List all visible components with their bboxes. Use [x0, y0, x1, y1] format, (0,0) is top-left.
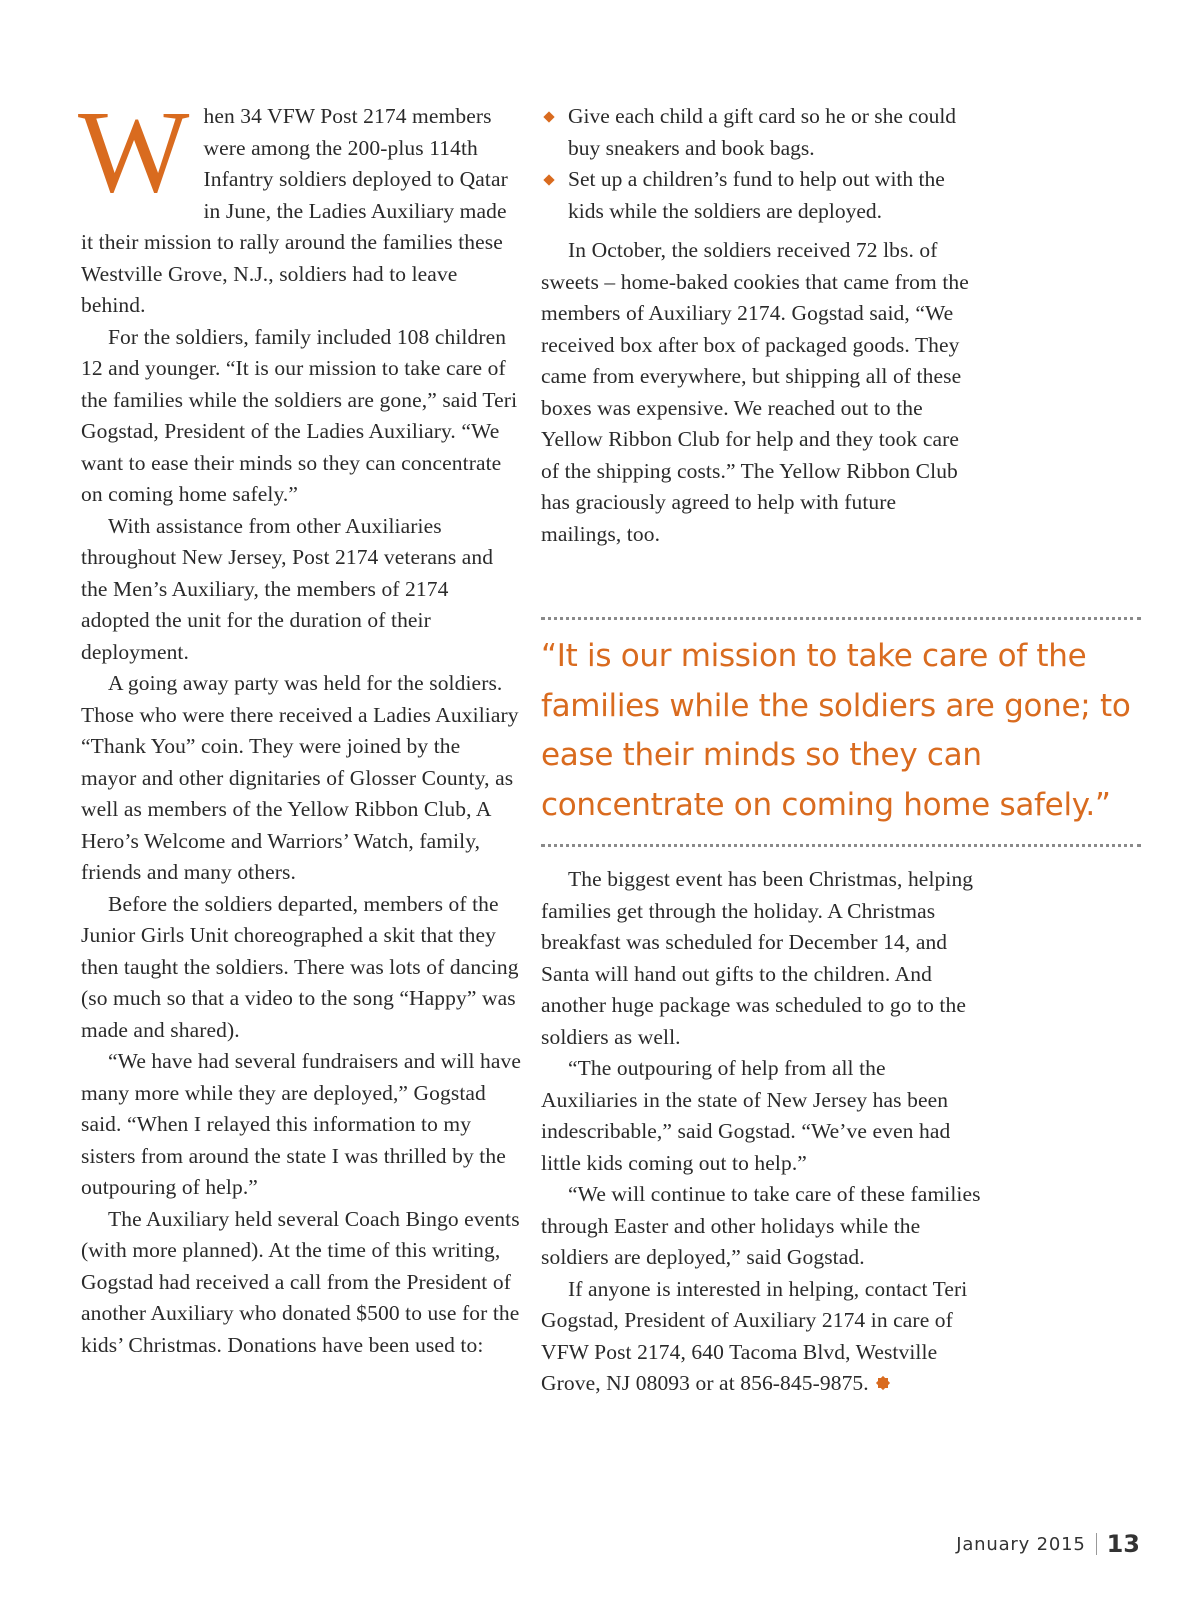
article-paragraph: “We will continue to take care of these families through Easter and other holidays while the soldiers are deployed,” said Gogstad.: [541, 1182, 981, 1269]
drop-cap: W: [78, 86, 190, 217]
page-number: 13: [1106, 1530, 1140, 1558]
article-paragraph: “The outpouring of help from all the Auxiliaries in the state of New Jersey has been indescribable,” said Gogstad. “We’ve even had little kids coming out to help.”: [541, 1056, 951, 1175]
diamond-bullet-icon: [543, 174, 554, 185]
article-paragraph: [78, 86, 521, 322]
article-paragraph: A going away party was held for the soldiers. Those who were there received a Ladies Auxiliary “Thank You” coin. They were joined by the mayor and other dignitaries of Glosser County, as well as members of the Yellow Ribbon Club, A Hero’s Welcome and Warriors’ Watch, family, friends and many others.: [81, 671, 519, 884]
pull-quote: [541, 617, 1141, 847]
list-item: [541, 101, 981, 164]
list-item-text: Give each child a gift card so he or she could buy sneakers and book bags.: [568, 104, 957, 160]
left-column: [78, 86, 521, 1361]
article-paragraph: In October, the soldiers received 72 lbs. of sweets – home-baked cookies that came from the members of Auxiliary 2174. Gogstad said, “We received box after box of packaged goods. They came from everywhere, but shipping all of these boxes was expensive. We reached out to the Yellow Ribbon Club for help and they took care of the shipping costs.” The Yellow Ribbon Club has graciously agreed to help with future mailings, too.: [541, 238, 969, 546]
issue-date: January 2015: [956, 1533, 1086, 1555]
donation-list: [541, 101, 981, 227]
paragraph-text: If anyone is interested in helping, contact Teri Gogstad, President of Auxiliary 2174 in care of VFW Post 2174, 640 Tacoma Blvd, Westville Grove, NJ 08093 or at 856-845-9875.: [541, 1276, 968, 1395]
article-paragraph: The Auxiliary held several Coach Bingo events (with more planned). At the time of this writing, Gogstad had received a call from the President of another Auxiliary who donated $500 to use for the kids’ Christmas. Donations have been used to:: [81, 1206, 520, 1357]
pull-quote-text: “It is our mission to take care of the families while the soldiers are gone; to ease their minds so they can concentrate on coming home safely.”: [541, 638, 1131, 823]
article-paragraph: The biggest event has been Christmas, helping families get through the holiday. A Christmas breakfast was scheduled for December 14, and Santa will hand out gifts to the children. And another huge package was scheduled to go to the soldiers as well.: [541, 867, 974, 1049]
article-paragraph: For the soldiers, family included 108 children 12 and younger. “It is our mission to take care of the families while the soldiers are gone,” said Teri Gogstad, President of the Ladies Auxiliary. “We want to ease their minds so they can concentrate on coming home safely.”: [81, 324, 518, 506]
list-item: [541, 164, 981, 227]
article-paragraph: With assistance from other Auxiliaries throughout New Jersey, Post 2174 veterans and the Men’s Auxiliary, the members of 2174 adopted the unit for the duration of their deployment.: [81, 513, 494, 664]
diamond-bullet-icon: [543, 111, 554, 122]
article-paragraph: Before the soldiers departed, members of the Junior Girls Unit choreographed a skit that they then taught the soldiers. There was lots of dancing (so much so that a video to the song “Happy” was made and shared).: [81, 891, 519, 1042]
page-footer: [956, 1530, 1140, 1558]
article-paragraph: [541, 1274, 981, 1400]
right-column-lower: [541, 864, 981, 1400]
right-column: [541, 101, 981, 550]
paragraph-text: hen 34 VFW Post 2174 members were among the 200-plus 114th Infantry soldiers deployed to Qatar in June, the Ladies Auxiliary made it their mission to rally around the families these Westville Grove, N.J., soldiers had to leave behind.: [81, 104, 508, 317]
article-paragraph: “We have had several fundraisers and will have many more while they are deployed,” Gogstad said. “When I relayed this information to my sisters from around the state I was thrilled by the outpouring of help.”: [81, 1049, 521, 1199]
list-item-text: Set up a children’s fund to help out with the kids while the soldiers are deployed.: [568, 167, 945, 223]
footer-divider: [1096, 1533, 1097, 1555]
end-mark-icon: [875, 1375, 891, 1391]
